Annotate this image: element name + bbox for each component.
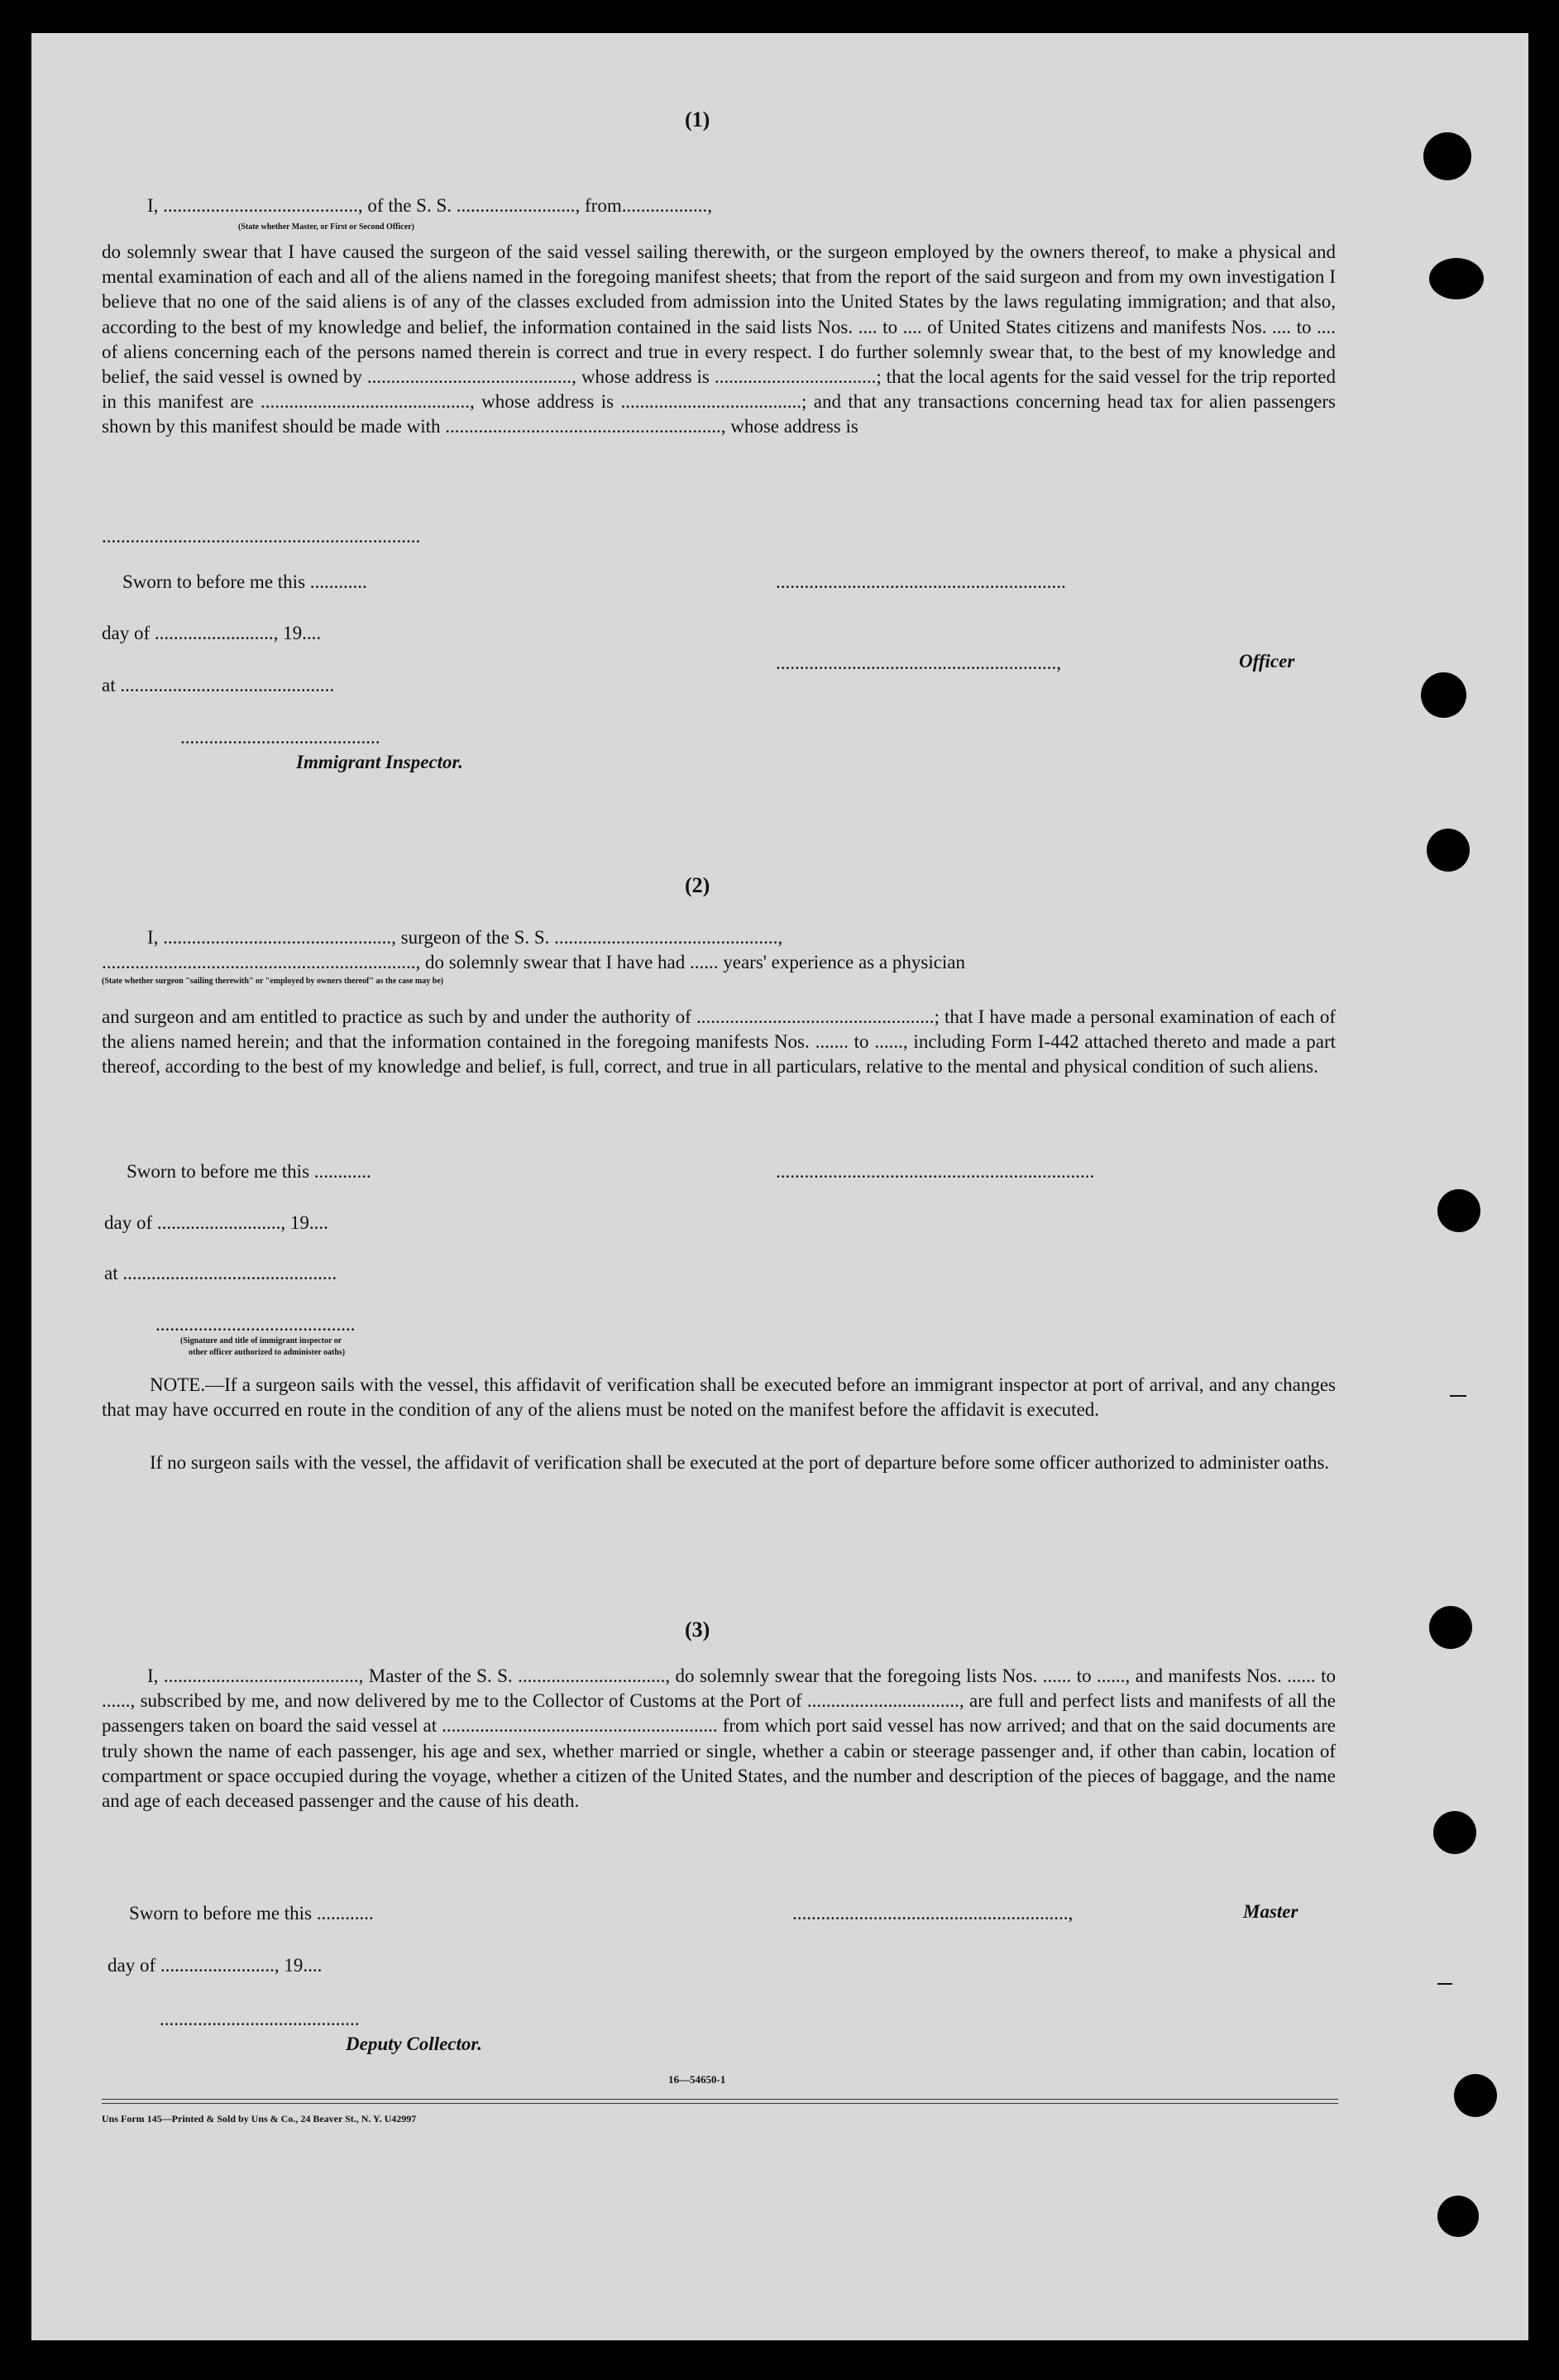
section-3-oath-paragraph: I, ........................................., Master of the S. S. ..............................., do solemnly swear that the foregoing lists Nos. ...... to ......, and manifests Nos. ...... to ......, subscribed by me, and now delivered by me to the Collector of Customs at the Port of ................................, are full and perfect lists and manifests of all the passengers taken on board the said vessel at .......................................................... from which port said vessel has now arrived; and that on the said documents are truly shown the name of each passenger, his age and sex, whether married or single, whether a cabin or steerage passenger and, if other than cabin, location of compartment or space occupied during the voyage, whether a citizen of the United States, and the number and description of the pieces of baggage, and the name and age of each deceased passenger and the cause of his death. — [102, 1666, 1336, 1812]
section-1-inspector-dots: .......................................... — [180, 727, 380, 748]
section-2-heading: (2) — [685, 873, 710, 897]
section-1-officer-note: (State whether Master, or First or Second Officer) — [238, 222, 414, 232]
section-1-day-line: day of ........................., 19.... — [102, 623, 322, 643]
section-2-signature-dots: ................................................................... — [776, 1161, 1095, 1182]
footer-rule-2 — [102, 2103, 1338, 2104]
section-1-officer-dots: ..........................................................., — [776, 652, 1061, 673]
form-code: 16—54650-1 — [668, 2073, 726, 2086]
section-2-sworn-line: Sworn to before me this ............ — [127, 1161, 371, 1182]
section-1-inspector-label: Immigrant Inspector. — [296, 752, 463, 772]
edge-mark — [1437, 1983, 1452, 1985]
section-3-master-label: Master — [1243, 1901, 1298, 1922]
section-3-master-dots: .........................................................., — [792, 1903, 1074, 1924]
footer-rule — [102, 2099, 1338, 2100]
section-2-line-1: I, ................................................, surgeon of the S. S. ..............................................., — [147, 927, 783, 948]
section-1-heading: (1) — [685, 108, 710, 131]
section-1-officer-label: Officer — [1239, 651, 1295, 671]
section-3-day-line: day of ........................, 19.... — [108, 1955, 323, 1976]
section-3-sworn-line: Sworn to before me this ............ — [129, 1903, 374, 1924]
section-2-signature-note-2: other officer authorized to administer oaths) — [189, 1348, 346, 1357]
punch-hole — [1427, 829, 1470, 872]
section-2-signature-note-1: (Signature and title of immigrant inspector or — [180, 1336, 342, 1345]
section-3-heading: (3) — [685, 1618, 710, 1642]
punch-hole — [1429, 1606, 1472, 1649]
section-1-oath-paragraph: do solemnly swear that I have caused the surgeon of the said vessel sailing therewith, or the surgeon employed by the owners thereof, to make a physical and mental examination of each and all of the aliens named in the foregoing manifest sheets; that from the report of the said surgeon and from my own investigation I believe that no one of the said aliens is of any of the classes excluded from admission into the United States by the laws regulating immigration; and that also, according to the best of my knowledge and belief, the information contained in the said lists Nos. .... to .... of United States citizens and manifests Nos. .... to .... of aliens concerning each of the persons named therein is correct and true in every respect. I do further solemnly swear that, to the best of my knowledge and belief, the said vessel is owned by ..........................................., whose address is ..................................; that the local agents for the said vessel for the trip reported in this manifest are ............................................, whose address is ......................................; and that any transactions concerning head tax for alien passengers shown by this manifest should be made with .........................................................., whose address is — [102, 241, 1336, 437]
section-1-trailing-dots: ................................................................... — [102, 526, 421, 547]
punch-hole — [1437, 2196, 1479, 2237]
section-2-note-paragraph-2: If no surgeon sails with the vessel, the affidavit of verification shall be executed at the port of departure before some officer authorized to administer oaths. — [150, 1452, 1330, 1473]
section-3-collector-dots: .......................................... — [160, 2009, 360, 2029]
punch-hole — [1421, 672, 1466, 718]
punch-hole — [1433, 1811, 1476, 1854]
manifest-page — [31, 33, 1528, 2340]
section-2-day-line: day of .........................., 19.... — [104, 1212, 328, 1233]
section-1-at-line: at ............................................. — [102, 675, 335, 695]
section-2-at-line: at ............................................. — [104, 1263, 337, 1283]
punch-hole — [1437, 1189, 1480, 1232]
punch-hole — [1423, 132, 1471, 180]
section-2-signature-line-dots: .......................................... — [155, 1314, 356, 1335]
printer-line: Uns Form 145—Printed & Sold by Uns & Co., 24 Beaver St., N. Y. U42997 — [102, 2113, 417, 2124]
section-1-sworn-line: Sworn to before me this ............ — [122, 571, 367, 592]
punch-hole — [1454, 2074, 1497, 2117]
punch-hole — [1429, 258, 1484, 299]
section-2-note-paragraph: NOTE.—If a surgeon sails with the vessel, this affidavit of verification shall be executed before an immigrant inspector at port of arrival, and any changes that may have occurred en route in the condition of any of the aliens must be noted on the manifest before the affidavit is executed. — [102, 1374, 1336, 1421]
section-2-oath-paragraph: and surgeon and am entitled to practice as such by and under the authority of ..................................................; that I have made a personal examination of each of the aliens named herein; and that the information contained in the foregoing manifests Nos. ....... to ......, including Form I-442 attached thereto and made a part thereof, according to the best of my knowledge and belief, is full, correct, and true in all particulars, relative to the mental and physical condition of such aliens. — [102, 1006, 1336, 1078]
section-2-surgeon-note: (State whether surgeon "sailing therewith" or "employed by owners thereof" as the case may be) — [102, 977, 444, 986]
section-1-signature-dots: ............................................................. — [776, 571, 1066, 592]
section-1-line-1: I, ........................................., of the S. S. ........................., from.................., — [147, 195, 712, 216]
section-2-line-2: .................................................................., do solemnly swear that I have had ...... years' experience as a physician — [102, 952, 966, 973]
section-3-collector-label: Deputy Collector. — [346, 2034, 482, 2054]
edge-mark — [1450, 1395, 1466, 1397]
